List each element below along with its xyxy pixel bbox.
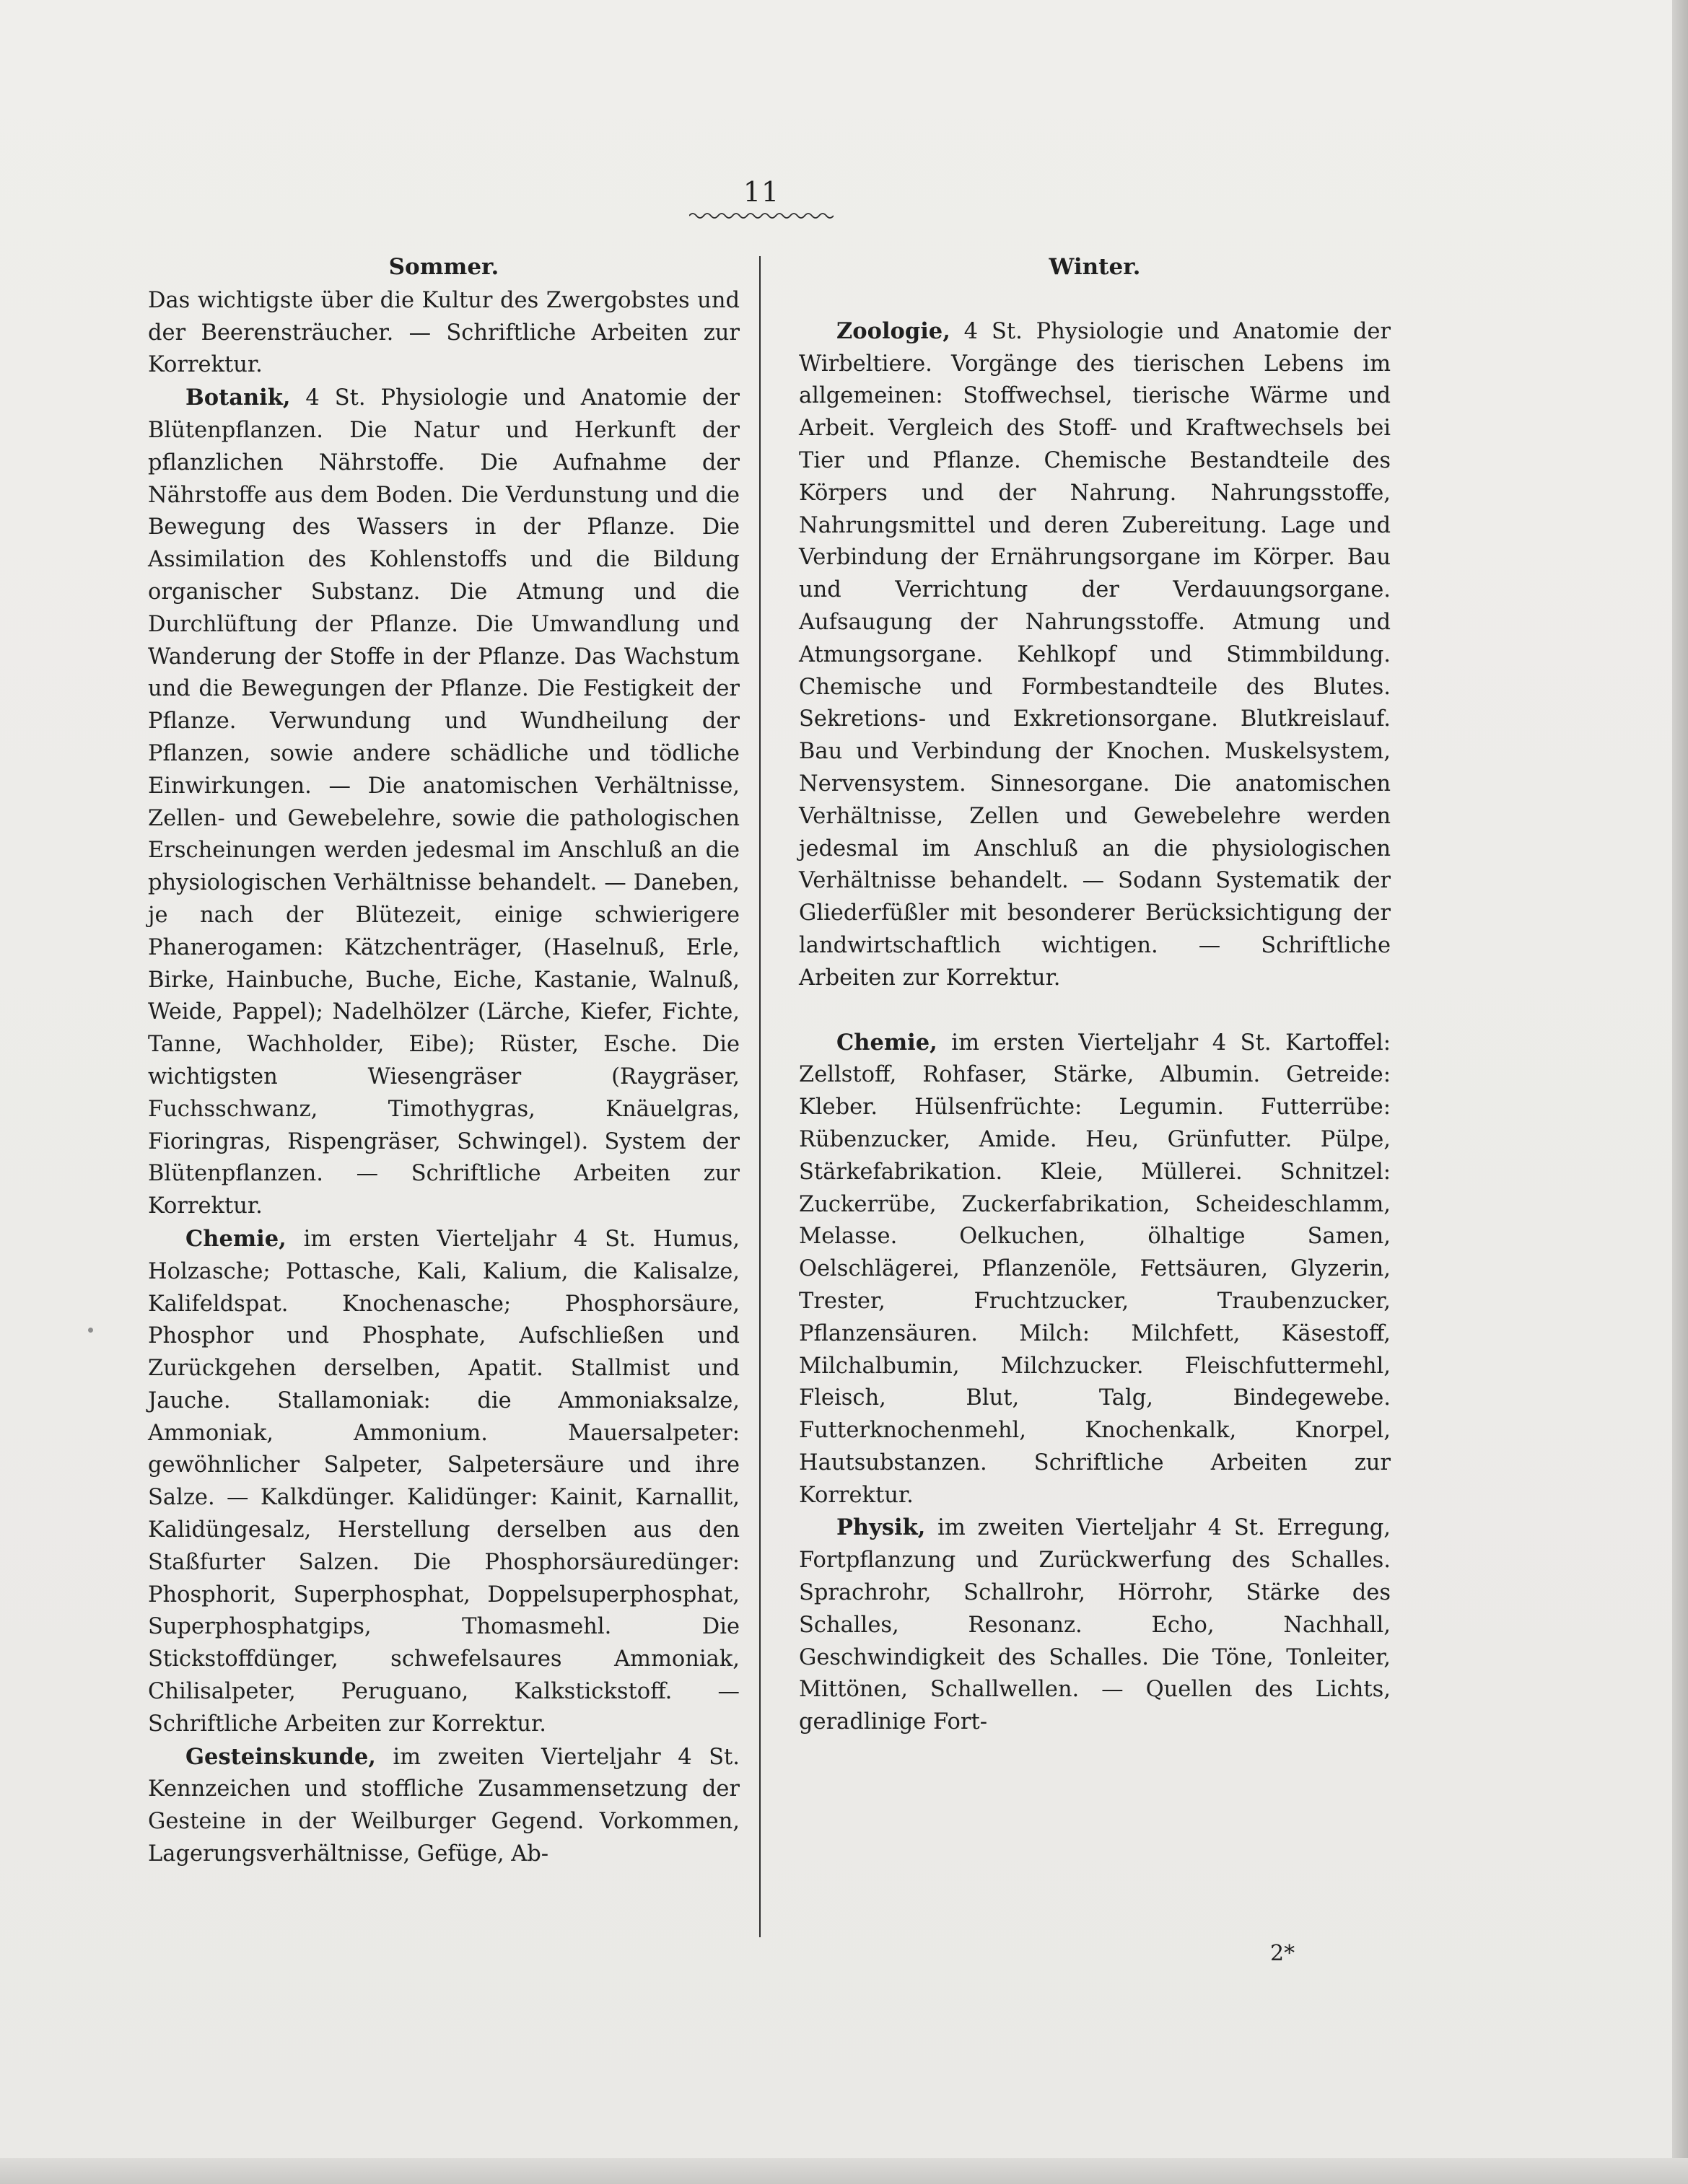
column-heading-winter: Winter. xyxy=(1049,254,1141,280)
paragraph-text: Das wichtigste über die Kultur des Zwergobstes und der Beerensträucher. — Schriftliche Arbeiten zur Korrektur. xyxy=(148,287,740,378)
paragraph-zoologie xyxy=(799,315,1391,995)
margin-speck xyxy=(88,1328,93,1333)
printer-signature: 2* xyxy=(1270,1941,1295,1966)
paragraph-lead: Chemie, xyxy=(185,1225,287,1252)
paragraph-gesteinskunde xyxy=(148,1741,740,1871)
page-edge-bottom xyxy=(0,2158,1688,2184)
left-column xyxy=(148,251,740,1871)
right-column xyxy=(799,251,1391,1739)
paragraph-physik xyxy=(799,1512,1391,1739)
paragraph-text: 4 St. Physiologie und Anatomie der Wirbeltiere. Vorgänge des tierischen Lebens im allgemeinen: Stoffwechsel, tierische Wärme und Arbeit. Vergleich des Stoff- und Kraftwechsels bei Tier und Pflanze. Chemische Bestandteile des Körpers und der Nahrung. Nahrungsstoffe, Nahrungsmittel und deren Zubereitung. Lage und Verbindung der Ernährungsorgane im Körper. Bau und Verrichtung der Verdauungsorgane. Aufsaugung der Nahrungsstoffe. Atmung und Atmungsorgane. Kehlkopf und Stimmbildung. Chemische und Formbestandteile des Blutes. Sekretions- und Exkretionsorgane. Blutkreislauf. Bau und Verbindung der Knochen. Muskelsystem, Nervensystem. Sinnesorgane. Die anatomischen Verhältnisse, Zellen und Gewebelehre werden jedesmal im Anschluß an die physiologischen Verhältnisse behandelt. — Sodann Systematik der Gliederfüßler mit besonderer Berücksichtigung der landwirtschaftlich wichtigen. — Schriftliche Arbeiten zur Korrektur. xyxy=(799,318,1391,991)
column-heading-summer: Sommer. xyxy=(388,254,499,280)
paragraph-text: im zweiten Vierteljahr 4 St. Erregung, Fortpflanzung und Zurückwerfung des Schalles. Sprachrohr, Schallrohr, Hörrohr, Stärke des Schalles, Resonanz. Echo, Nachhall, Geschwindigkeit des Schalles. Die Töne, Tonleiter, Mittönen, Schallwellen. — Quellen des Lichts, geradlinige Fort- xyxy=(799,1515,1391,1735)
paragraph-chemie xyxy=(799,1027,1391,1512)
paragraph-text: im ersten Vierteljahr 4 St. Humus, Holzasche; Pottasche, Kali, Kalium, die Kalisalze, Kalifeldspat. Knochenasche; Phosphorsäure, Phosphor und Phosphate, Aufschließen und Zurückgehen derselben, Apatit. Stallmist und Jauche. Stallamoniak: die Ammoniaksalze, Ammoniak, Ammonium. Mauersalpeter: gewöhnlicher Salpeter, Salpetersäure und ihre Salze. — Kalkdünger. Kalidünger: Kainit, Karnallit, Kalidüngesalz, Herstellung derselben aus den Staßfurter Salzen. Die Phosphorsäuredünger: Phosphorit, Superphosphat, Doppelsuperphosphat, Superphosphatgips, Thomasmehl. Die Stickstoffdünger, schwefelsaures Ammoniak, Chilisalpeter, Peruguano, Kalkstickstoff. — Schriftliche Arbeiten zur Korrektur. xyxy=(148,1226,740,1737)
paragraph-lead: Gesteinskunde, xyxy=(185,1743,376,1770)
column-divider xyxy=(759,256,761,1937)
paragraph-text: 4 St. Physiologie und Anatomie der Blütenpflanzen. Die Natur und Herkunft der pflanzlichen Nährstoffe. Die Aufnahme der Nährstoffe aus dem Boden. Die Verdunstung und die Bewegung des Wassers in der Pflanze. Die Assimilation des Kohlenstoffs und die Bildung organischer Substanz. Die Atmung und die Durchlüftung der Pflanze. Die Umwandlung und Wanderung der Stoffe in der Pflanze. Das Wachstum und die Bewegungen der Pflanze. Die Festigkeit der Pflanze. Verwundung und Wundheilung der Pflanzen, sowie andere schädliche und tödliche Einwirkungen. — Die anatomischen Verhältnisse, Zellen- und Gewebelehre, sowie die pathologischen Erscheinungen werden jedesmal im Anschluß an die physiologischen Verhältnisse behandelt. — Daneben, je nach der Blütezeit, einige schwierigere Phanerogamen: Kätzchenträger, (Haselnuß, Erle, Birke, Hainbuche, Buche, Eiche, Kastanie, Walnuß, Weide, Pappel); Nadelhölzer (Lärche, Kiefer, Fichte, Tanne, Wachholder, Eibe); Rüster, Esche. Die wichtigsten Wiesengräser (Raygräser, Fuchsschwanz, Timothygras, Knäuelgras, Fioringras, Rispengräser, Schwingel). System der Blütenpflanzen. — Schriftliche Arbeiten zur Korrektur. xyxy=(148,385,740,1219)
paragraph-botanik xyxy=(148,382,740,1223)
wave-ornament xyxy=(689,211,834,221)
page-number: 11 xyxy=(743,176,780,208)
paragraph-lead: Zoologie, xyxy=(836,317,950,344)
paragraph-lead: Botanik, xyxy=(185,385,291,411)
paragraph-lead: Physik, xyxy=(836,1514,926,1541)
paragraph-text: im zweiten Vierteljahr 4 St. Kennzeichen und stoffliche Zusammensetzung der Gesteine in der Weilburger Gegend. Vorkommen, Lagerungsverhältnisse, Gefüge, Ab- xyxy=(148,1744,740,1867)
paragraph-chemie xyxy=(148,1223,740,1741)
page-edge-right xyxy=(1672,0,1688,2184)
paragraph xyxy=(148,285,740,382)
paragraph-text: im ersten Vierteljahr 4 St. Kartoffel: Zellstoff, Rohfaser, Stärke, Albumin. Getreide: Kleber. Hülsenfrüchte: Legumin. Futterrübe: Rübenzucker, Amide. Heu, Grünfutter. Pülpe, Stärkefabrikation. Kleie, Müllerei. Schnitzel: Zuckerrübe, Zuckerfabrikation, Scheideschlamm, Melasse. Oelkuchen, ölhaltige Samen, Oelschlägerei, Pflanzenöle, Fettsäuren, Glyzerin, Trester, Fruchtzucker, Traubenzucker, Pflanzensäuren. Milch: Milchfett, Käsestoff, Milchalbumin, Milchzucker. Fleischfuttermehl, Fleisch, Blut, Talg, Bindegewebe. Futterknochenmehl, Knochenkalk, Knorpel, Hautsubstanzen. Schriftliche Arbeiten zur Korrektur. xyxy=(799,1030,1391,1508)
paragraph-lead: Chemie, xyxy=(836,1029,937,1056)
